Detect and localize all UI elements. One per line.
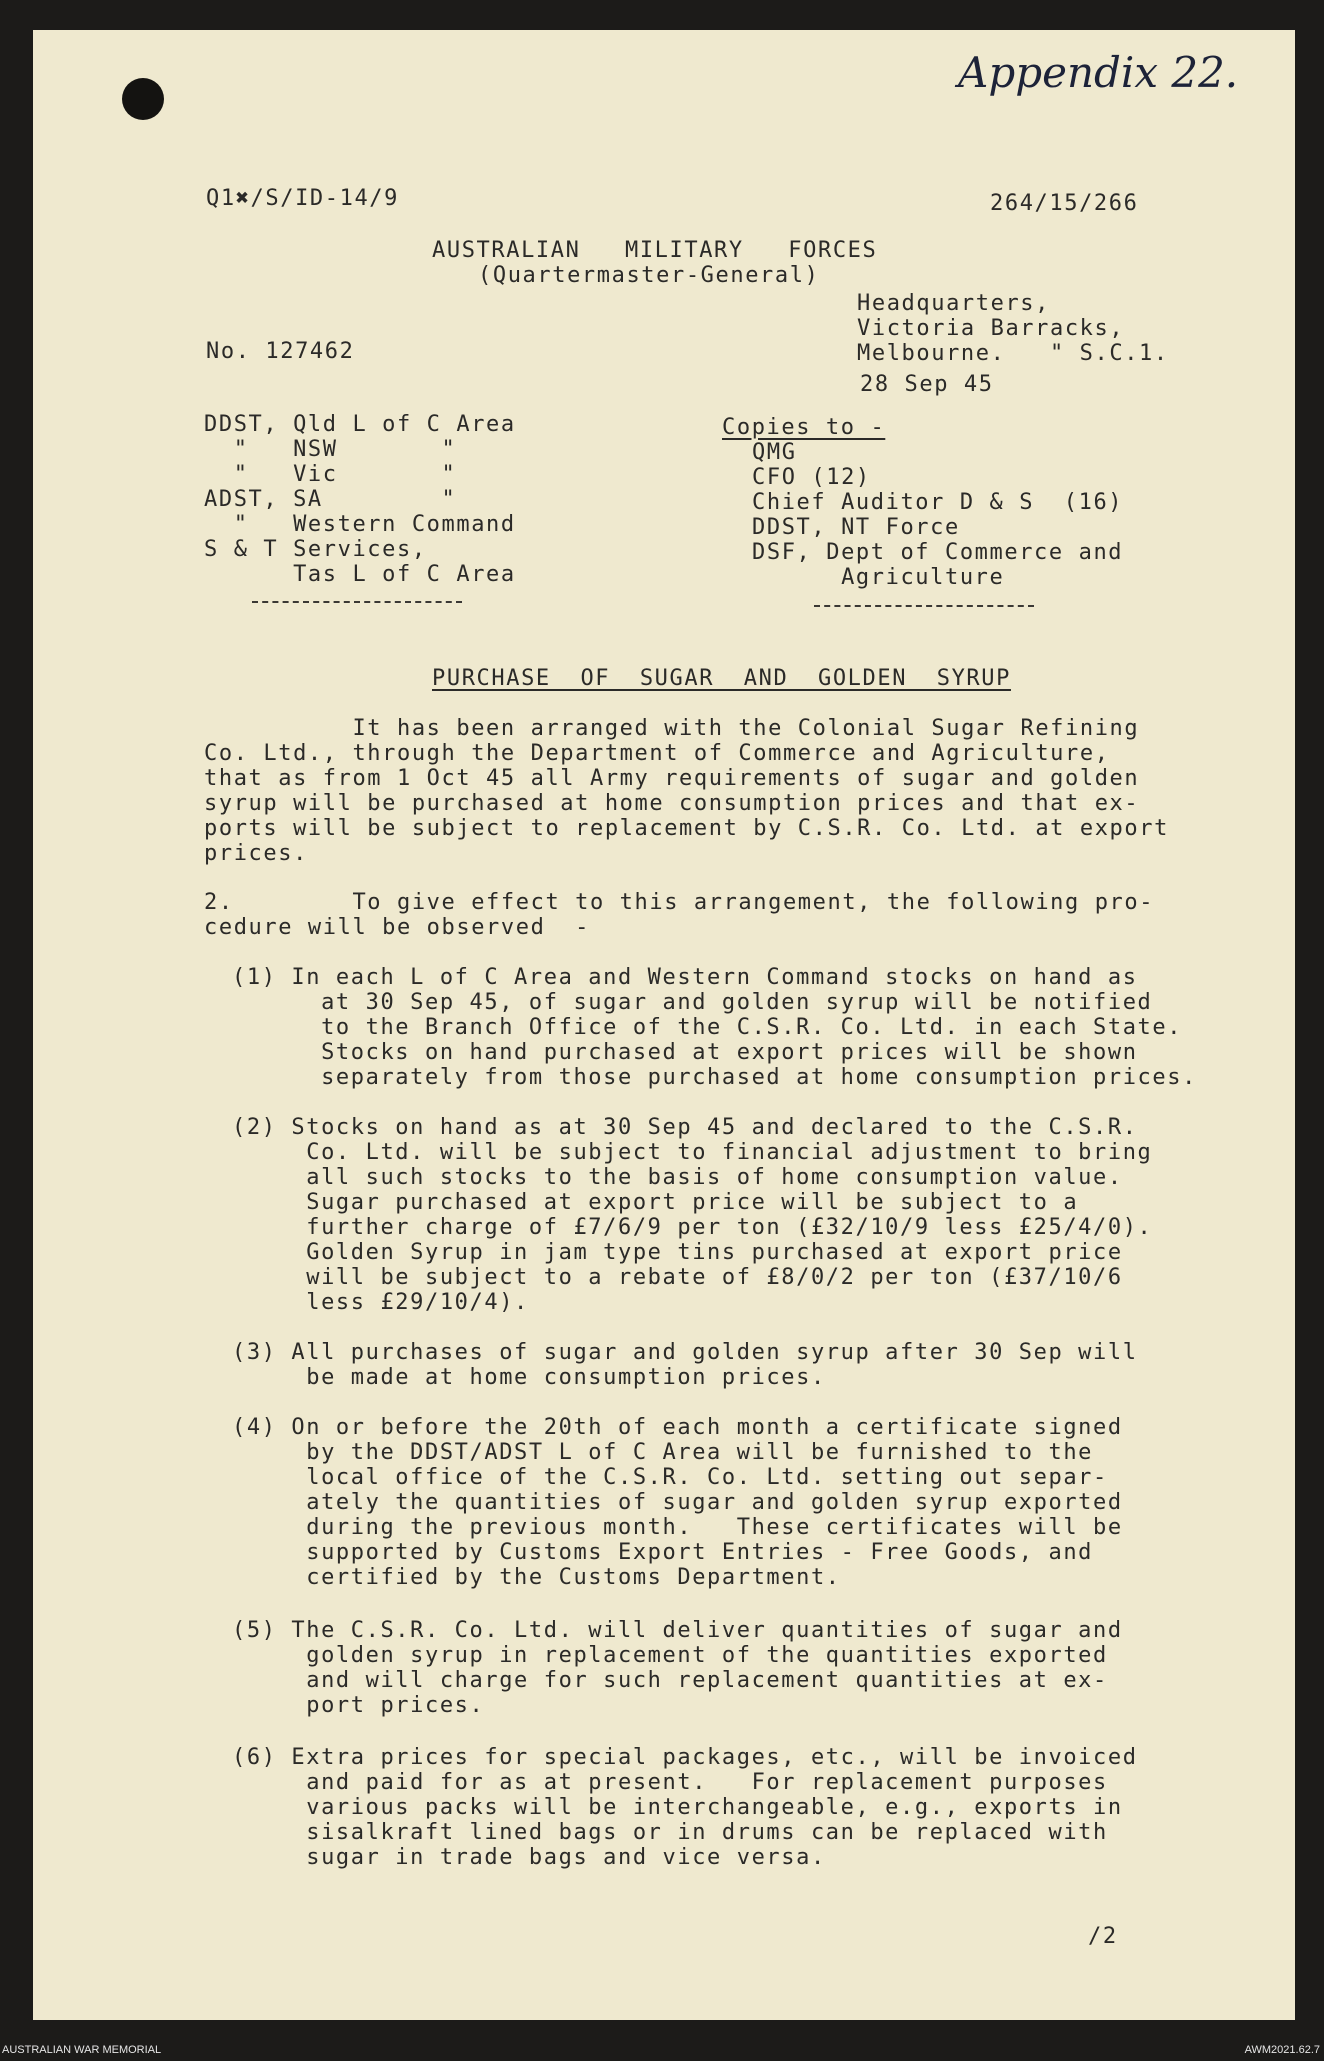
item-line: certified by the Customs Department. <box>232 1565 841 1590</box>
copy-recipient: DDST, NT Force <box>752 515 960 540</box>
organisation-title: AUSTRALIAN MILITARY FORCES <box>432 238 878 263</box>
document-date: 28 Sep 45 <box>860 372 994 397</box>
item-line: (5) The C.S.R. Co. Ltd. will deliver quantities of sugar and <box>232 1618 1123 1643</box>
item-line: local office of the C.S.R. Co. Ltd. setting out separ- <box>232 1465 1108 1490</box>
item-line: supported by Customs Export Entries - Free Goods, and <box>232 1540 1094 1565</box>
item-line: and will charge for such replacement quantities at ex- <box>232 1668 1108 1693</box>
item-line: (4) On or before the 20th of each month a certificate signed <box>232 1415 1123 1440</box>
item-line: Stocks on hand purchased at export prices will be shown <box>232 1040 1138 1065</box>
handwritten-annotation: Appendix 22. <box>958 48 1239 97</box>
department-subtitle: (Quartermaster-General) <box>478 263 820 288</box>
subject-heading: PURCHASE OF SUGAR AND GOLDEN SYRUP <box>432 666 1011 691</box>
item-line: (2) Stocks on hand as at 30 Sep 45 and declared to the C.S.R. <box>232 1115 1138 1140</box>
paragraph-line: that as from 1 Oct 45 all Army requirements of sugar and golden <box>204 766 1140 791</box>
item-line: further charge of £7/6/9 per ton (£32/10/9 less £25/4/0). <box>232 1215 1153 1240</box>
reference-left: Q1✖/S/ID-14/9 <box>206 186 399 211</box>
copy-recipient: Agriculture <box>752 565 1005 590</box>
paragraph-line: prices. <box>204 841 308 866</box>
addressee: ADST, SA " <box>204 487 457 512</box>
paragraph-line: syrup will be purchased at home consumption prices and that ex- <box>204 791 1140 816</box>
item-line: Golden Syrup in jam type tins purchased at export price <box>232 1240 1123 1265</box>
item-line: at 30 Sep 45, of sugar and golden syrup will be notified <box>232 990 1153 1015</box>
archive-credit: AUSTRALIAN WAR MEMORIAL <box>2 2044 162 2056</box>
copy-recipient: Chief Auditor D & S (16) <box>752 490 1124 515</box>
copy-recipient: QMG <box>752 440 797 465</box>
reference-right: 264/15/266 <box>990 191 1139 216</box>
item-line: sugar in trade bags and vice versa. <box>232 1845 826 1870</box>
paragraph-line: Co. Ltd., through the Department of Commerce and Agriculture, <box>204 741 1110 766</box>
item-line: (6) Extra prices for special packages, etc., will be invoiced <box>232 1745 1138 1770</box>
address-line: Headquarters, <box>857 291 1050 316</box>
item-line: (1) In each L of C Area and Western Command stocks on hand as <box>232 965 1138 990</box>
copies-divider <box>814 605 1034 607</box>
addressee: S & T Services, <box>204 537 427 562</box>
item-line: and paid for as at present. For replacement purposes <box>232 1770 1108 1795</box>
item-line: be made at home consumption prices. <box>232 1365 826 1390</box>
item-line: less £29/10/4). <box>232 1290 529 1315</box>
paragraph-line: 2. To give effect to this arrangement, the following pro- <box>204 890 1155 915</box>
item-line: Co. Ltd. will be subject to financial adjustment to bring <box>232 1140 1153 1165</box>
item-line: sisalkraft lined bags or in drums can be replaced with <box>232 1820 1108 1845</box>
item-line: port prices. <box>232 1693 485 1718</box>
copies-heading: Copies to - <box>722 415 886 440</box>
item-line: ately the quantities of sugar and golden syrup exported <box>232 1490 1123 1515</box>
address-line: Victoria Barracks, <box>857 316 1125 341</box>
paragraph-line: It has been arranged with the Colonial Sugar Refining <box>204 716 1140 741</box>
addressee: " NSW " <box>204 437 457 462</box>
address-line: Melbourne. " S.C.1. <box>857 341 1169 366</box>
item-line: various packs will be interchangeable, e.g., exports in <box>232 1795 1123 1820</box>
item-line: to the Branch Office of the C.S.R. Co. Ltd. in each State. <box>232 1015 1183 1040</box>
item-line: separately from those purchased at home consumption prices. <box>232 1065 1197 1090</box>
item-line: will be subject to a rebate of £8/0/2 per ton (£37/10/6 <box>232 1265 1123 1290</box>
item-line: (3) All purchases of sugar and golden syrup after 30 Sep will <box>232 1340 1138 1365</box>
item-line: all such stocks to the basis of home consumption value. <box>232 1165 1123 1190</box>
item-line: during the previous month. These certificates will be <box>232 1515 1123 1540</box>
addressee: " Vic " <box>204 462 457 487</box>
archive-reference: AWM2021.62.7 <box>1244 2044 1320 2056</box>
item-line: Sugar purchased at export price will be subject to a <box>232 1190 1079 1215</box>
addressee: " Western Command <box>204 512 516 537</box>
copy-recipient: DSF, Dept of Commerce and <box>752 540 1124 565</box>
copy-recipient: CFO (12) <box>752 465 871 490</box>
addressee-divider <box>252 601 462 603</box>
paragraph-line: cedure will be observed - <box>204 915 590 940</box>
item-line: golden syrup in replacement of the quantities exported <box>232 1643 1108 1668</box>
document-number: No. 127462 <box>206 339 355 364</box>
item-line: by the DDST/ADST L of C Area will be furnished to the <box>232 1440 1094 1465</box>
punch-hole <box>122 78 164 120</box>
addressee: Tas L of C Area <box>204 562 516 587</box>
paragraph-line: ports will be subject to replacement by C.S.R. Co. Ltd. at export <box>204 816 1169 841</box>
page-continuation-marker: /2 <box>1088 1924 1118 1949</box>
addressee: DDST, Qld L of C Area <box>204 412 516 437</box>
